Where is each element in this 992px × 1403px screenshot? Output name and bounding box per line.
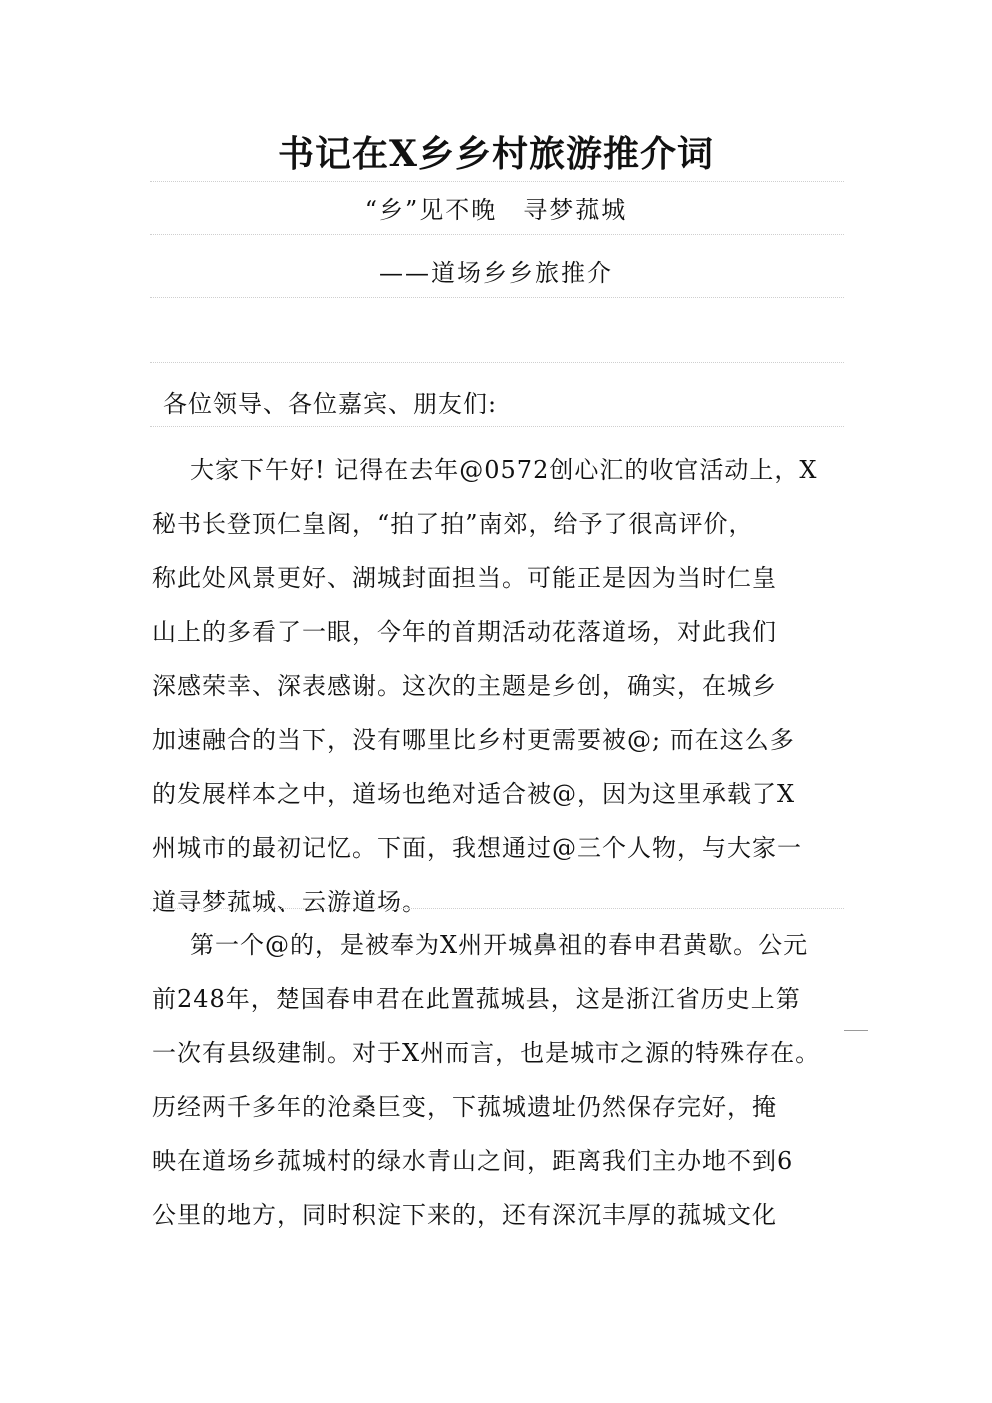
- paragraph-line: 一次有县级建制。对于X州而言，也是城市之源的特殊存在。: [152, 1039, 821, 1067]
- paragraph-line: 秘书长登顶仁皇阁，“拍了拍”南郊，给予了很高评价，: [152, 510, 754, 538]
- paragraph-line: 的发展样本之中，道场也绝对适合被@，因为这里承载了X: [152, 780, 796, 808]
- paragraph-line: 前248年，楚国春申君在此置菰城县，这是浙江省历史上第: [152, 985, 801, 1013]
- divider: [150, 181, 844, 182]
- paragraph-line: 公里的地方，同时积淀下来的，还有深沉丰厚的菰城文化: [152, 1201, 777, 1229]
- paragraph-line: 大家下午好! 记得在去年@0572创心汇的收官活动上，X: [190, 456, 818, 484]
- paragraph-2: [152, 918, 852, 1242]
- paragraph-line: 映在道场乡菰城村的绿水青山之间，距离我们主办地不到6: [152, 1147, 794, 1175]
- document-subtitle: “乡”见不晚 寻梦菰城: [364, 196, 628, 224]
- paragraph-line: 道寻梦菰城、云游道场。: [152, 888, 427, 916]
- paragraph-line: 加速融合的当下，没有哪里比乡村更需要被@; 而在这么多: [152, 726, 795, 754]
- divider: [150, 234, 844, 235]
- divider: [150, 908, 844, 909]
- divider: [150, 362, 844, 363]
- paragraph-line: 深感荣幸、深表感谢。这次的主题是乡创，确实，在城乡: [152, 672, 777, 700]
- divider: [150, 297, 844, 298]
- paragraph-line: 州城市的最初记忆。下面，我想通过@三个人物，与大家一: [152, 834, 802, 862]
- paragraph-line: 山上的多看了一眼，今年的首期活动花落道场，对此我们: [152, 618, 777, 646]
- divider: [150, 426, 844, 427]
- document-byline: ——道场乡乡旅推介: [379, 259, 613, 287]
- paragraph-line: 历经两千多年的沧桑巨变，下菰城遗址仍然保存完好，掩: [152, 1093, 777, 1121]
- margin-mark: [844, 1030, 868, 1031]
- document-title: 书记在X乡乡村旅游推介词: [278, 133, 714, 175]
- paragraph-line: 第一个@的，是被奉为X州开城鼻祖的春申君黄歇。公元: [190, 931, 809, 959]
- paragraph-1: [152, 443, 852, 929]
- paragraph-line: 称此处风景更好、湖城封面担当。可能正是因为当时仁皇: [152, 564, 777, 592]
- salutation: 各位领导、各位嘉宾、朋友们:: [163, 390, 498, 418]
